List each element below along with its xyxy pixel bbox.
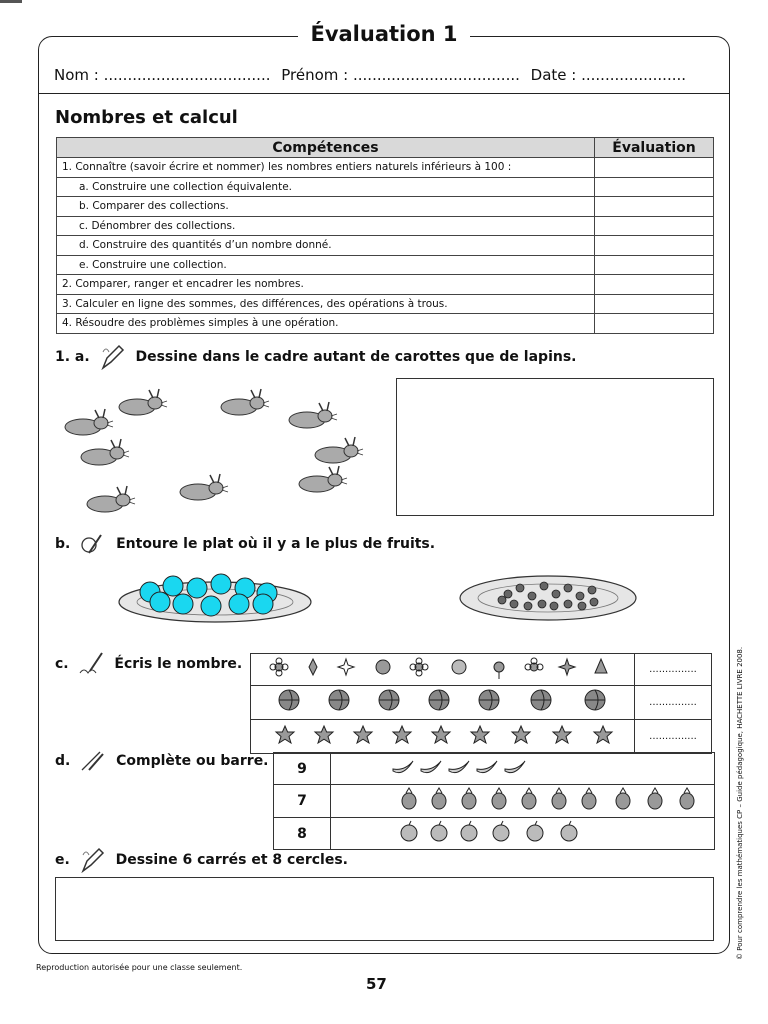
competence-row: b. Comparer des collections. xyxy=(57,197,595,217)
rabbit xyxy=(119,389,167,415)
rabbit xyxy=(299,466,347,492)
identity-line xyxy=(54,66,692,84)
apple xyxy=(211,574,231,594)
competences-table xyxy=(56,137,714,334)
number-7: 7 xyxy=(274,785,331,818)
rabbit xyxy=(289,402,337,428)
number-9: 9 xyxy=(274,753,331,785)
section-title: Nombres et calcul xyxy=(55,107,238,128)
balls-row xyxy=(251,686,634,715)
apple xyxy=(187,578,207,598)
exercise-b-label: b. xyxy=(55,536,71,552)
competence-row: c. Dénombrer des collections. xyxy=(57,216,595,236)
apple xyxy=(229,594,249,614)
pineapples-row xyxy=(331,785,714,813)
page-number: 57 xyxy=(366,975,387,993)
exercise-e-instruction xyxy=(55,847,348,873)
balls-cell xyxy=(251,686,635,720)
rabbit xyxy=(221,389,269,415)
apples-cell[interactable] xyxy=(331,818,715,850)
exercise-c-text: Écris le nombre. xyxy=(114,656,243,672)
exercise-d-label: d. xyxy=(55,753,71,769)
stars-row xyxy=(251,720,634,749)
evaluation-cell[interactable] xyxy=(595,314,714,334)
header-evaluation: Évaluation xyxy=(595,138,714,158)
bananas-row xyxy=(331,753,714,780)
evaluation-cell[interactable] xyxy=(595,177,714,197)
page-title: Évaluation 1 xyxy=(298,18,470,50)
competence-row: d. Construire des quantités d’un nombre donné. xyxy=(57,236,595,256)
apple xyxy=(253,594,273,614)
competence-row: 2. Comparer, ranger et encadrer les nombres. xyxy=(57,275,595,295)
plate-small-fruits[interactable] xyxy=(458,572,638,624)
competence-row: 1. Connaître (savoir écrire et nommer) les nombres entiers naturels inférieurs à 100 : xyxy=(57,158,595,178)
bananas-cell[interactable] xyxy=(331,753,715,785)
apple xyxy=(201,596,221,616)
evaluation-cell[interactable] xyxy=(595,255,714,275)
evaluation-cell[interactable] xyxy=(595,275,714,295)
shapes-drawing-box[interactable] xyxy=(55,877,714,941)
plate-apples[interactable] xyxy=(115,566,315,626)
pencil-icon xyxy=(79,847,105,873)
apple xyxy=(150,592,170,612)
corner-mark xyxy=(0,0,22,3)
exercise-a-label: 1. a. xyxy=(55,349,90,365)
exercise-b-instruction xyxy=(55,531,435,557)
exercise-c-label: c. xyxy=(55,656,69,672)
apple xyxy=(163,576,183,596)
number-8: 8 xyxy=(274,818,331,850)
answer-cell-balls[interactable]: ............... xyxy=(635,686,712,720)
exercise-d-text: Complète ou barre. xyxy=(116,753,269,769)
rabbit xyxy=(65,409,113,435)
evaluation-cell[interactable] xyxy=(595,216,714,236)
exercise-c-instruction xyxy=(55,651,242,677)
side-credit: © Pour comprendre les mathématiques CP – Guide pédagogique, HACHETTE LIVRE 2008. xyxy=(736,646,744,960)
competence-row: e. Construire une collection. xyxy=(57,255,595,275)
competence-row: 4. Résoudre des problèmes simples à une opération. xyxy=(57,314,595,334)
rabbits-group xyxy=(55,378,375,518)
exercise-b-text: Entoure le plat où il y a le plus de fruits. xyxy=(116,536,436,552)
carrots-drawing-box[interactable] xyxy=(396,378,714,516)
exercise-e-text: Dessine 6 carrés et 8 cercles. xyxy=(115,852,348,868)
apples-row xyxy=(331,818,714,845)
rabbit xyxy=(315,437,363,463)
pencil-icon xyxy=(99,344,125,370)
competence-row: a. Construire une collection équivalente. xyxy=(57,177,595,197)
exercise-e-label: e. xyxy=(55,852,70,868)
evaluation-cell[interactable] xyxy=(595,294,714,314)
answer-cell-flowers[interactable]: ............... xyxy=(635,654,712,686)
rabbit xyxy=(87,486,135,512)
evaluation-cell[interactable] xyxy=(595,197,714,217)
complete-or-cross-grid xyxy=(273,752,715,850)
footer-note: Reproduction autorisée pour une classe seulement. xyxy=(36,963,243,972)
prenom-field[interactable]: Prénom : ................................... xyxy=(281,66,520,84)
nom-field[interactable]: Nom : ................................... xyxy=(54,66,271,84)
divider xyxy=(38,93,730,94)
header-competences: Compétences xyxy=(57,138,595,158)
date-field[interactable]: Date : ...................... xyxy=(530,66,687,84)
rabbit xyxy=(180,474,228,500)
exercise-a-instruction xyxy=(55,344,577,370)
apple xyxy=(173,594,193,614)
flowers-row xyxy=(251,654,634,681)
evaluation-cell[interactable] xyxy=(595,158,714,178)
stars-cell xyxy=(251,720,635,754)
pencil-icon xyxy=(79,531,105,557)
pencil-icon xyxy=(79,748,105,774)
competence-row: 3. Calculer en ligne des sommes, des différences, des opérations à trous. xyxy=(57,294,595,314)
pineapples-cell[interactable] xyxy=(331,785,715,818)
exercise-a-text: Dessine dans le cadre autant de carottes que de lapins. xyxy=(135,349,577,365)
pencil-icon xyxy=(78,651,104,677)
counting-grid xyxy=(250,653,712,754)
rabbit xyxy=(81,439,129,465)
exercise-d-instruction xyxy=(55,748,269,774)
answer-cell-stars[interactable]: ............... xyxy=(635,720,712,754)
flowers-cell xyxy=(251,654,635,686)
evaluation-cell[interactable] xyxy=(595,236,714,256)
